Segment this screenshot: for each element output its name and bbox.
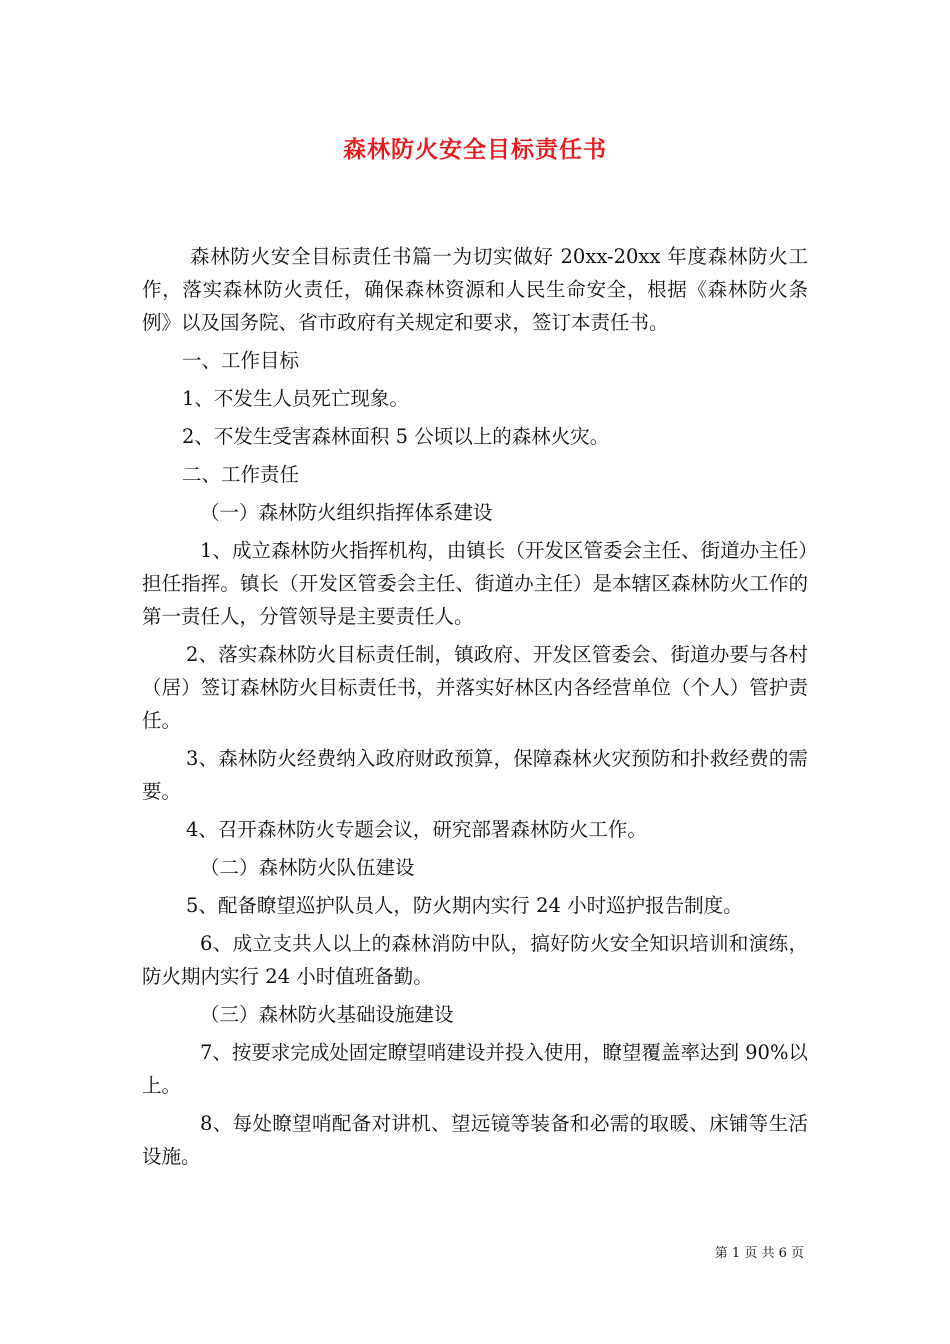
- goal-item: 1、不发生人员死亡现象。: [182, 387, 409, 410]
- responsibility-item: 8、每处瞭望哨配备对讲机、望远镜等装备和必需的取暖、床铺等生活设施。: [142, 1112, 808, 1168]
- subsection-heading: （一）森林防火组织指挥体系建设: [200, 501, 493, 524]
- page-number: 第 1 页 共 6 页: [714, 1246, 804, 1261]
- responsibility-item: 3、森林防火经费纳入政府财政预算，保障森林火灾预防和扑救经费的需要。: [142, 747, 808, 803]
- subsection-heading: （二）森林防火队伍建设: [200, 856, 415, 879]
- section-heading-responsibilities: 二、工作责任: [182, 463, 300, 486]
- responsibility-item: 4、召开森林防火专题会议，研究部署森林防火工作。: [186, 818, 647, 841]
- paragraph-intro: 森林防火安全目标责任书篇一为切实做好 20xx-20xx 年度森林防火工作，落实森林防火责任，确保森林资源和人民生命安全，根据《森林防火条例》以及国务院、省市政府有关规定和要求，签订本责任书。: [142, 245, 808, 334]
- responsibility-item: 1、成立森林防火指挥机构，由镇长（开发区管委会主任、街道办主任）担任指挥。镇长（开发区管委会主任、街道办主任）是本辖区森林防火工作的第一责任人，分管领导是主要责任人。: [142, 539, 808, 628]
- responsibility-item: 6、成立支共人以上的森林消防中队，搞好防火安全知识培训和演练，防火期内实行 24 小时值班备勤。: [142, 932, 808, 988]
- responsibility-item: 5、配备瞭望巡护队员人，防火期内实行 24 小时巡护报告制度。: [186, 894, 743, 917]
- document-title: 森林防火安全目标责任书: [343, 136, 607, 163]
- document-body: [142, 240, 808, 1178]
- subsection-heading: （三）森林防火基础设施建设: [200, 1003, 454, 1026]
- responsibility-item: 2、落实森林防火目标责任制，镇政府、开发区管委会、街道办要与各村（居）签订森林防火目标责任书，并落实好林区内各经营单位（个人）管护责任。: [142, 643, 808, 732]
- section-heading-goals: 一、工作目标: [182, 349, 300, 372]
- responsibility-item: 7、按要求完成处固定瞭望哨建设并投入使用，瞭望覆盖率达到 90%以上。: [142, 1041, 808, 1097]
- goal-item: 2、不发生受害森林面积 5 公顷以上的森林火灾。: [182, 425, 610, 448]
